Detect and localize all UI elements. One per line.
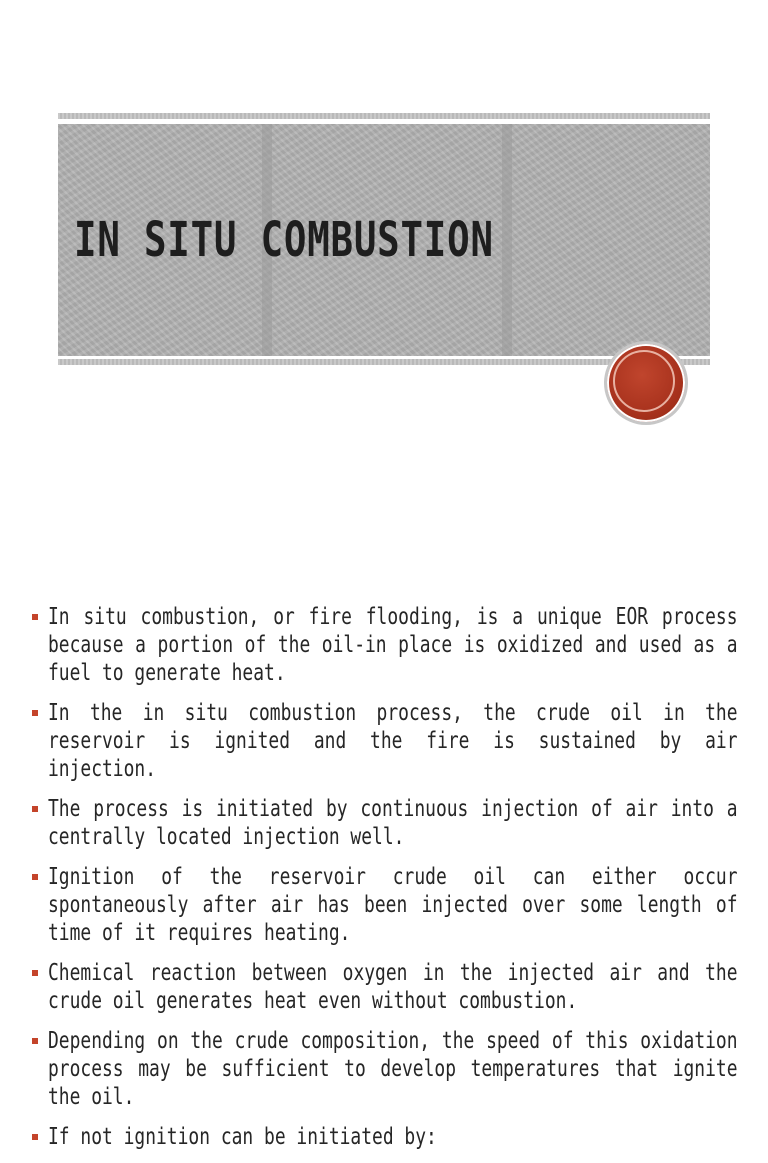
title-banner: [58, 124, 710, 356]
bullet-text: Depending on the crude composition, the speed of this oxidation process may be sufficient to develop temperatures that ignite the oil.: [48, 1028, 738, 1110]
banner-top-rule: [58, 113, 710, 119]
list-item: [30, 699, 738, 783]
list-item: [30, 795, 738, 851]
square-bullet-icon: [32, 970, 38, 976]
square-bullet-icon: [32, 1134, 38, 1140]
bullet-text: Chemical reaction between oxygen in the injected air and the crude oil generates heat even without combustion.: [48, 960, 738, 1014]
slide-title: IN SITU COMBUSTION: [74, 212, 494, 268]
square-bullet-icon: [32, 614, 38, 620]
red-circle-ornament: [607, 344, 685, 422]
bullet-text: The process is initiated by continuous injection of air into a centrally located injection well.: [48, 796, 738, 850]
list-item: [30, 1123, 738, 1151]
square-bullet-icon: [32, 874, 38, 880]
square-bullet-icon: [32, 710, 38, 716]
square-bullet-icon: [32, 1038, 38, 1044]
list-item: [30, 959, 738, 1015]
list-item: [30, 863, 738, 947]
bullet-text: If not ignition can be initiated by:: [48, 1124, 437, 1150]
list-item: [30, 603, 738, 687]
list-item: [30, 1027, 738, 1111]
bullet-text: Ignition of the reservoir crude oil can either occur spontaneously after air has been injected over some length of time of it requires heating.: [48, 864, 738, 946]
bullet-text: In situ combustion, or fire flooding, is a unique EOR process because a portion of the oil-in place is oxidized and used as a fuel to generate heat.: [48, 604, 738, 686]
bullet-list: [30, 603, 738, 1163]
bullet-text: In the in situ combustion process, the crude oil in the reservoir is ignited and the fire is sustained by air injection.: [48, 700, 738, 782]
ornament-inner-ring: [613, 350, 675, 412]
banner-texture-seam: [502, 124, 512, 356]
square-bullet-icon: [32, 806, 38, 812]
